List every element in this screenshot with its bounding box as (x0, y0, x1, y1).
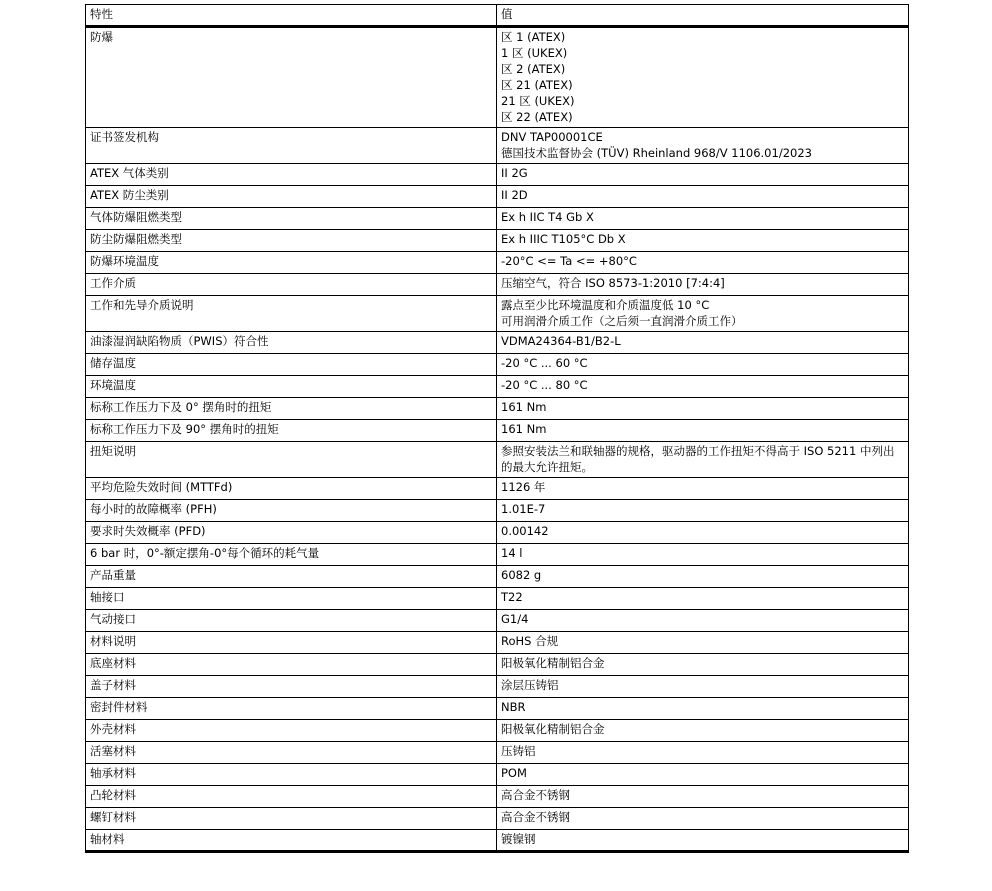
value-cell: Ex h IIIC T105°C Db X (497, 230, 909, 252)
table-row (86, 522, 909, 544)
property-cell: 气体防爆阻燃类型 (86, 208, 497, 230)
table-row (86, 164, 909, 186)
value-cell: 露点至少比环境温度和介质温度低 10 °C 可用润滑介质工作（之后须一直润滑介质工作） (497, 296, 909, 332)
value-cell: 6082 g (497, 566, 909, 588)
table-row (86, 420, 909, 442)
property-cell: 轴材料 (86, 830, 497, 852)
table-row (86, 296, 909, 332)
property-cell: 防爆 (86, 27, 497, 128)
table-header (86, 5, 909, 27)
header-property: 特性 (86, 5, 497, 27)
value-cell: 区 1 (ATEX) 1 区 (UKEX) 区 2 (ATEX) 区 21 (ATEX) 21 区 (UKEX) 区 22 (ATEX) (497, 27, 909, 128)
value-cell: 高合金不锈钢 (497, 808, 909, 830)
property-cell: 产品重量 (86, 566, 497, 588)
property-cell: 外壳材料 (86, 720, 497, 742)
value-cell: 阳极氧化精制铝合金 (497, 654, 909, 676)
value-cell: 高合金不锈钢 (497, 786, 909, 808)
value-cell: 14 l (497, 544, 909, 566)
table-row (86, 442, 909, 478)
property-cell: 轴承材料 (86, 764, 497, 786)
table-row (86, 588, 909, 610)
value-cell: G1/4 (497, 610, 909, 632)
value-cell: 161 Nm (497, 398, 909, 420)
value-cell: 阳极氧化精制铝合金 (497, 720, 909, 742)
table-row (86, 500, 909, 522)
table-row (86, 610, 909, 632)
value-cell: -20°C <= Ta <= +80°C (497, 252, 909, 274)
table-row (86, 764, 909, 786)
table-row (86, 128, 909, 164)
table-row (86, 478, 909, 500)
table-row (86, 332, 909, 354)
property-cell: 底座材料 (86, 654, 497, 676)
property-cell: 密封件材料 (86, 698, 497, 720)
property-cell: 工作介质 (86, 274, 497, 296)
value-cell: VDMA24364-B1/B2-L (497, 332, 909, 354)
value-cell: II 2G (497, 164, 909, 186)
table-row (86, 27, 909, 128)
table-row (86, 654, 909, 676)
property-cell: 盖子材料 (86, 676, 497, 698)
table-row (86, 230, 909, 252)
table-row (86, 742, 909, 764)
property-cell: 标称工作压力下及 90° 摆角时的扭矩 (86, 420, 497, 442)
value-cell: RoHS 合规 (497, 632, 909, 654)
value-cell: 161 Nm (497, 420, 909, 442)
property-cell: 环境温度 (86, 376, 497, 398)
property-cell: 每小时的故障概率 (PFH) (86, 500, 497, 522)
property-cell: 储存温度 (86, 354, 497, 376)
table-row (86, 274, 909, 296)
value-cell: -20 °C ... 60 °C (497, 354, 909, 376)
value-cell: II 2D (497, 186, 909, 208)
spec-table (85, 4, 909, 853)
property-cell: 6 bar 时，0°-额定摆角-0°每个循环的耗气量 (86, 544, 497, 566)
table-row (86, 566, 909, 588)
table-row (86, 544, 909, 566)
value-cell: POM (497, 764, 909, 786)
property-cell: 气动接口 (86, 610, 497, 632)
table-row (86, 186, 909, 208)
property-cell: 要求时失效概率 (PFD) (86, 522, 497, 544)
value-cell: 1126 年 (497, 478, 909, 500)
table-row (86, 786, 909, 808)
value-cell: 压缩空气，符合 ISO 8573-1:2010 [7:4:4] (497, 274, 909, 296)
value-cell: 涂层压铸铝 (497, 676, 909, 698)
property-cell: 轴接口 (86, 588, 497, 610)
property-cell: 证书签发机构 (86, 128, 497, 164)
table-body (86, 27, 909, 852)
value-cell: 镀镍钢 (497, 830, 909, 852)
table-row (86, 632, 909, 654)
table-row (86, 208, 909, 230)
value-cell: DNV TAP00001CE 德国技术监督协会 (TÜV) Rheinland 968/V 1106.01/2023 (497, 128, 909, 164)
value-cell: T22 (497, 588, 909, 610)
table-row (86, 830, 909, 852)
value-cell: 1.01E-7 (497, 500, 909, 522)
property-cell: 防尘防爆阻燃类型 (86, 230, 497, 252)
value-cell: NBR (497, 698, 909, 720)
property-cell: 防爆环境温度 (86, 252, 497, 274)
table-row (86, 354, 909, 376)
table-row (86, 808, 909, 830)
property-cell: 材料说明 (86, 632, 497, 654)
header-row (86, 5, 909, 27)
value-cell: 0.00142 (497, 522, 909, 544)
property-cell: 扭矩说明 (86, 442, 497, 478)
table-row (86, 720, 909, 742)
property-cell: 标称工作压力下及 0° 摆角时的扭矩 (86, 398, 497, 420)
property-cell: 活塞材料 (86, 742, 497, 764)
property-cell: ATEX 气体类别 (86, 164, 497, 186)
property-cell: 螺钉材料 (86, 808, 497, 830)
value-cell: 压铸铝 (497, 742, 909, 764)
value-cell: -20 °C ... 80 °C (497, 376, 909, 398)
property-cell: 工作和先导介质说明 (86, 296, 497, 332)
table-row (86, 376, 909, 398)
table-row (86, 698, 909, 720)
table-row (86, 676, 909, 698)
table-row (86, 252, 909, 274)
property-cell: 油漆湿润缺陷物质（PWIS）符合性 (86, 332, 497, 354)
header-value: 值 (497, 5, 909, 27)
value-cell: 参照安装法兰和联轴器的规格，驱动器的工作扭矩不得高于 ISO 5211 中列出的最大允许扭矩。 (497, 442, 909, 478)
value-cell: Ex h IIC T4 Gb X (497, 208, 909, 230)
property-cell: 凸轮材料 (86, 786, 497, 808)
property-cell: 平均危险失效时间 (MTTFd) (86, 478, 497, 500)
table-row (86, 398, 909, 420)
property-cell: ATEX 防尘类别 (86, 186, 497, 208)
